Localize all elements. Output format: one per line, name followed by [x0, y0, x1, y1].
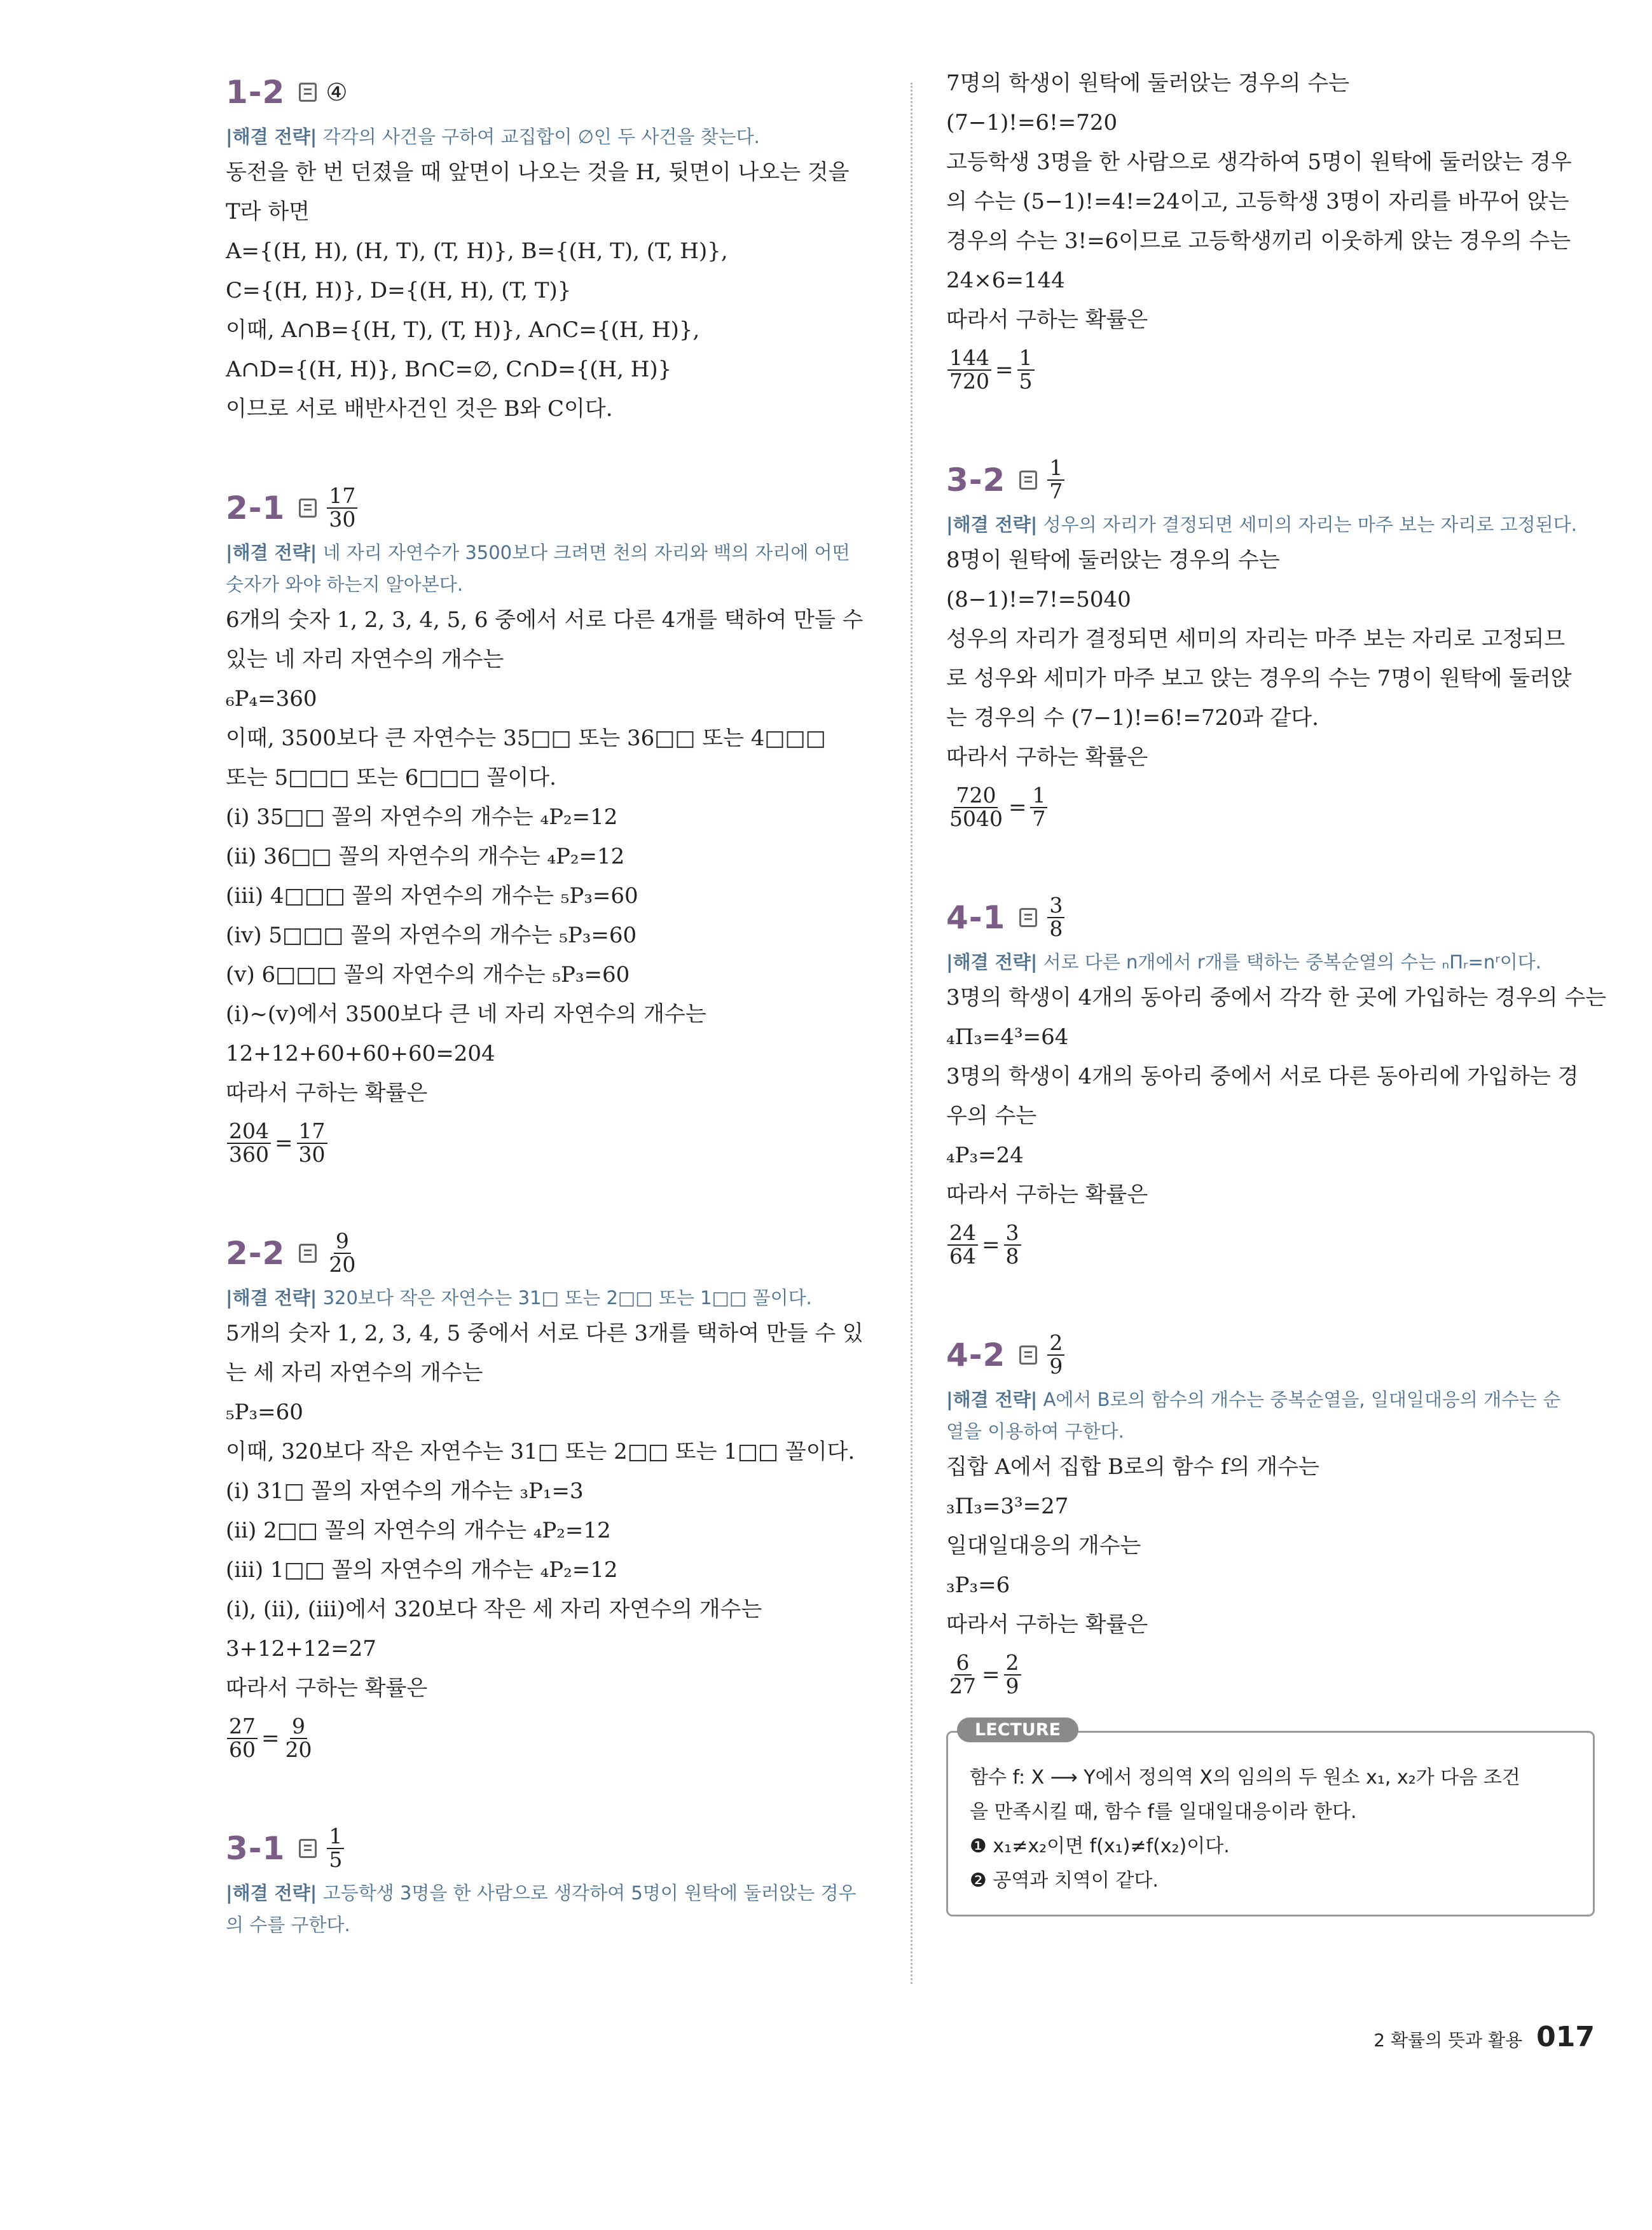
- solution-line: (ⅳ) 5□□□ 꼴의 자연수의 개수는 ₅P₃=60: [226, 923, 637, 948]
- problem-header: [946, 1326, 1595, 1384]
- chapter-title: 2 확률의 뜻과 활용: [1373, 2030, 1523, 2051]
- denominator: 20: [285, 1737, 312, 1762]
- solution-line: 3명의 학생이 4개의 동아리 중에서 서로 다른 동아리에 가입하는 경: [946, 1064, 1579, 1089]
- answer: [326, 78, 347, 106]
- numerator: 3: [1047, 895, 1064, 918]
- strategy-text: 320보다 작은 자연수는 31□ 또는 2□□ 또는 1□□ 꼴이다.: [322, 1287, 812, 1309]
- lecture-lines: [970, 1761, 1574, 1898]
- solution-line: 이므로 서로 배반사건인 것은 B와 C이다.: [226, 396, 613, 422]
- solution-line: 5개의 숫자 1, 2, 3, 4, 5 중에서 서로 다른 3개를 택하여 만들 수 있: [226, 1321, 864, 1346]
- solution-line: (7−1)!=6!=720: [946, 110, 1118, 135]
- section-gap: [226, 1174, 874, 1225]
- strategy-text: 고등학생 3명을 한 사람으로 생각하여 5명이 원탁에 둘러앉는 경우: [322, 1882, 857, 1904]
- numerator: 6: [954, 1652, 972, 1676]
- page-footer: [1373, 2021, 1595, 2053]
- answer-fraction: [327, 485, 357, 530]
- denominator: 360: [229, 1142, 269, 1167]
- denominator: 7: [1049, 479, 1063, 504]
- answer-icon: [1019, 471, 1037, 490]
- answer: [326, 1826, 345, 1871]
- denominator: 9: [1049, 1354, 1063, 1379]
- result-fraction-simplified: [297, 1120, 327, 1166]
- solution-line: 우의 수는: [946, 1103, 1037, 1129]
- solution-line: ₄Π₃=4³=64: [946, 1024, 1069, 1050]
- problem-header: [946, 451, 1595, 509]
- equals-sign: =: [261, 1726, 280, 1751]
- solution-line: 집합 A에서 집합 B로의 함수 f의 개수는: [946, 1454, 1319, 1480]
- strategy-text: 숫자가 와야 하는지 알아본다.: [226, 574, 464, 595]
- answer-fraction: [327, 1826, 344, 1871]
- solution-line: 는 세 자리 자연수의 개수는: [226, 1360, 483, 1386]
- section-gap: [226, 1769, 874, 1820]
- solution-strategy: [226, 1877, 874, 1909]
- solution-line: 또는 5□□□ 또는 6□□□ 꼴이다.: [226, 765, 556, 790]
- solution-line: 6개의 숫자 1, 2, 3, 4, 5, 6 중에서 서로 다른 4개를 택하여 만들 수: [226, 607, 864, 633]
- solution-line: ₅P₃=60: [226, 1400, 303, 1425]
- strategy-text: 각각의 사건을 구하여 교집합이 ∅인 두 사건을 찾는다.: [322, 126, 760, 148]
- solution-strategy: [946, 1384, 1595, 1415]
- denominator: 720: [949, 369, 989, 394]
- denominator: 5040: [949, 806, 1003, 831]
- denominator: 60: [229, 1737, 256, 1762]
- solution-line: ₄P₃=24: [946, 1143, 1024, 1168]
- solution-line: T라 하면: [226, 199, 310, 224]
- problem-number: 3-2: [946, 462, 1006, 499]
- result-equation: [226, 1113, 874, 1174]
- strategy-label: |해결 전략|: [946, 951, 1038, 973]
- right-problems: [946, 451, 1607, 1705]
- answer-fraction: [327, 1230, 357, 1276]
- solution-strategy: [226, 1909, 874, 1941]
- lecture-tag: LECTURE: [957, 1717, 1078, 1742]
- solution-line: (ⅴ) 6□□□ 꼴의 자연수의 개수는 ₅P₃=60: [226, 962, 630, 988]
- numerator: 204: [227, 1120, 271, 1144]
- result-fraction-simplified: [1004, 1652, 1021, 1697]
- result-fraction: [227, 1716, 258, 1761]
- equals-sign: =: [982, 1662, 1000, 1688]
- lecture-line: 함수 f: X ⟶ Y에서 정의역 X의 임의의 두 원소 x₁, x₂가 다음 조건: [970, 1766, 1520, 1789]
- solution-strategy: [226, 121, 874, 153]
- strategy-text: 의 수를 구한다.: [226, 1914, 350, 1936]
- continued-solution-3-1: [946, 64, 1595, 401]
- answer-value: ④: [326, 78, 348, 106]
- solution-line: 이때, 320보다 작은 자연수는 31□ 또는 2□□ 또는 1□□ 꼴이다.: [226, 1439, 855, 1464]
- right-column: [946, 64, 1607, 1917]
- problem-header: [226, 1820, 874, 1877]
- solution-line: 따라서 구하는 확률은: [946, 745, 1148, 770]
- numerator: 1: [1047, 457, 1064, 481]
- solution-line: (ⅱ) 2□□ 꼴의 자연수의 개수는 ₄P₂=12: [226, 1518, 611, 1543]
- strategy-text: 서로 다른 n개에서 r개를 택하는 중복순열의 수는 ₙΠᵣ=nʳ이다.: [1043, 951, 1541, 973]
- strategy-label: |해결 전략|: [946, 514, 1038, 535]
- solution-line: 3명의 학생이 4개의 동아리 중에서 각각 한 곳에 가입하는 경우의 수는: [946, 985, 1607, 1010]
- section-gap: [226, 429, 874, 479]
- numerator: 1: [1017, 347, 1035, 371]
- solution-line: 성우의 자리가 결정되면 세미의 자리는 마주 보는 자리로 고정되므: [946, 626, 1566, 652]
- answer-icon: [1019, 908, 1037, 927]
- solution-strategy: [946, 509, 1595, 540]
- result-fraction-simplified: [1004, 1222, 1021, 1267]
- result-fraction: [947, 785, 1005, 830]
- result-fraction-simplified: [1030, 785, 1047, 830]
- solution-strategy: [946, 1415, 1595, 1447]
- solution-line: 이때, A∩B={(H, T), (T, H)}, A∩C={(H, H)},: [226, 317, 700, 343]
- left-column: [226, 64, 874, 1941]
- answer-icon: [299, 499, 317, 518]
- solution-line: 따라서 구하는 확률은: [946, 307, 1148, 333]
- numerator: 24: [947, 1222, 978, 1246]
- strategy-text: A에서 B로의 함수의 개수는 중복순열을, 일대일대응의 개수는 순: [1043, 1389, 1561, 1410]
- lecture-line: 을 만족시킬 때, 함수 f를 일대일대응이라 한다.: [970, 1801, 1357, 1823]
- solution-line: 경우의 수는 3!=6이므로 고등학생끼리 이웃하게 앉는 경우의 수는: [946, 228, 1571, 254]
- result-equation: [946, 777, 1595, 838]
- solution-line: (ⅰ), (ⅱ), (ⅲ)에서 320보다 작은 세 자리 자연수의 개수는: [226, 1597, 762, 1622]
- problem-header: [226, 1225, 874, 1282]
- solution-line: 일대일대응의 개수는: [946, 1533, 1141, 1559]
- denominator: 9: [1005, 1674, 1019, 1698]
- solution-line: 8명이 원탁에 둘러앉는 경우의 수는: [946, 547, 1280, 573]
- answer: [326, 485, 359, 530]
- equals-sign: =: [1008, 795, 1027, 820]
- strategy-label: |해결 전략|: [226, 126, 317, 148]
- problem-number: 2-2: [226, 1235, 286, 1272]
- answer-icon: [299, 83, 317, 102]
- solution-line: 따라서 구하는 확률은: [946, 1182, 1148, 1208]
- answer: [326, 1230, 359, 1276]
- strategy-label: |해결 전략|: [226, 542, 317, 563]
- answer-icon: [299, 1839, 317, 1858]
- solution-line: (ⅰ) 35□□ 꼴의 자연수의 개수는 ₄P₂=12: [226, 804, 618, 830]
- solution-line: (ⅲ) 1□□ 꼴의 자연수의 개수는 ₄P₂=12: [226, 1557, 618, 1583]
- solution-line: A∩D={(H, H)}, B∩C=∅, C∩D={(H, H)}: [226, 357, 672, 382]
- solution-line: (ⅰ) 31□ 꼴의 자연수의 개수는 ₃P₁=3: [226, 1478, 584, 1504]
- numerator: 144: [947, 347, 991, 371]
- lecture-line: ❶ x₁≠x₂이면 f(x₁)≠f(x₂)이다.: [970, 1835, 1230, 1857]
- answer-fraction: [1047, 457, 1064, 502]
- page-number: 017: [1536, 2021, 1595, 2053]
- strategy-text: 네 자리 자연수가 3500보다 크려면 천의 자리와 백의 자리에 어떤: [322, 542, 850, 563]
- denominator: 8: [1005, 1244, 1019, 1269]
- strategy-text: 성우의 자리가 결정되면 세미의 자리는 마주 보는 자리로 고정된다.: [1043, 514, 1577, 535]
- numerator: 1: [1030, 785, 1047, 808]
- problem-number: 4-1: [946, 899, 1006, 936]
- denominator: 20: [329, 1252, 356, 1277]
- solution-line: 따라서 구하는 확률은: [226, 1676, 428, 1701]
- answer-icon: [299, 1244, 317, 1263]
- solution-line: A={(H, H), (H, T), (T, H)}, B={(H, T), (T, H)},: [226, 238, 728, 264]
- numerator: 2: [1004, 1652, 1021, 1676]
- solution-line: 로 성우와 세미가 마주 보고 앉는 경우의 수는 7명이 원탁에 둘러앉: [946, 666, 1572, 691]
- solution-line: (ⅰ)~(ⅴ)에서 3500보다 큰 네 자리 자연수의 개수는: [226, 1001, 706, 1027]
- numerator: 17: [297, 1120, 327, 1144]
- problem-3-2: [946, 451, 1595, 838]
- solution-line: 3+12+12=27: [226, 1636, 376, 1662]
- problem-1-2: [226, 64, 874, 429]
- result-fraction: [947, 1652, 978, 1697]
- denominator: 5: [329, 1847, 343, 1872]
- result-fraction-simplified: [1017, 347, 1035, 392]
- strategy-label: |해결 전략|: [946, 1389, 1038, 1410]
- problem-number: 3-1: [226, 1830, 286, 1867]
- solution-line: 이때, 3500보다 큰 자연수는 35□□ 또는 36□□ 또는 4□□□: [226, 726, 826, 751]
- numerator: 1: [327, 1826, 344, 1849]
- solution-line: ₆P₄=360: [226, 686, 317, 712]
- solution-line: C={(H, H)}, D={(H, H), (T, T)}: [226, 278, 572, 303]
- numerator: 3: [1004, 1222, 1021, 1246]
- solution-line: 있는 네 자리 자연수의 개수는: [226, 647, 504, 672]
- answer-icon: [1019, 1346, 1037, 1365]
- denominator: 30: [329, 507, 356, 532]
- problem-4-2: [946, 1326, 1595, 1705]
- problem-header: [226, 64, 874, 121]
- solution-line: ₃Π₃=3³=27: [946, 1494, 1069, 1519]
- strategy-label: |해결 전략|: [226, 1882, 317, 1904]
- denominator: 30: [298, 1142, 326, 1167]
- answer: [1046, 895, 1066, 940]
- problem-header: [946, 889, 1595, 946]
- answer-fraction: [1047, 895, 1064, 940]
- section-gap: [946, 1276, 1595, 1326]
- solution-line: 동전을 한 번 던졌을 때 앞면이 나오는 것을 H, 뒷면이 나오는 것을: [226, 160, 850, 185]
- answer: [1046, 1332, 1066, 1377]
- problem-3-1: [226, 1820, 874, 1941]
- solution-line: (ⅲ) 4□□□ 꼴의 자연수의 개수는 ₅P₃=60: [226, 883, 638, 909]
- answer: [1046, 457, 1066, 502]
- solution-line: 7명의 학생이 원탁에 둘러앉는 경우의 수는: [946, 71, 1350, 96]
- section-gap: [946, 838, 1595, 889]
- problem-2-2: [226, 1225, 874, 1769]
- numerator: 2: [1047, 1332, 1064, 1356]
- result-equation: [946, 1215, 1595, 1276]
- strategy-label: |해결 전략|: [226, 1287, 317, 1309]
- result-fraction: [947, 347, 991, 392]
- solution-strategy: [226, 1282, 874, 1314]
- solution-line: 12+12+60+60+60=204: [226, 1041, 495, 1066]
- solution-line: 는 경우의 수 (7−1)!=6!=720과 같다.: [946, 705, 1319, 731]
- problem-number: 1-2: [226, 74, 286, 111]
- strategy-text: 열을 이용하여 구한다.: [946, 1421, 1124, 1442]
- result-equation: [946, 1644, 1595, 1705]
- result-equation: [946, 340, 1595, 401]
- denominator: 8: [1049, 916, 1063, 941]
- solution-line: ₃P₃=6: [946, 1573, 1010, 1598]
- solution-line: 따라서 구하는 확률은: [226, 1080, 428, 1106]
- result-fraction: [947, 1222, 978, 1267]
- numerator: 9: [334, 1230, 351, 1254]
- answer-fraction: [1047, 1332, 1064, 1377]
- denominator: 5: [1019, 369, 1033, 394]
- result-fraction-simplified: [284, 1716, 314, 1761]
- numerator: 9: [290, 1716, 307, 1739]
- problem-header: [226, 479, 874, 537]
- solution-line: 의 수는 (5−1)!=4!=24이고, 고등학생 3명이 자리를 바꾸어 앉는: [946, 189, 1569, 214]
- lecture-line: ❷ 공역과 치역이 같다.: [970, 1869, 1159, 1892]
- equals-sign: =: [995, 357, 1014, 383]
- denominator: 64: [949, 1244, 976, 1269]
- equals-sign: =: [275, 1131, 293, 1156]
- lecture-box: [946, 1720, 1595, 1917]
- solution-strategy: [946, 946, 1595, 978]
- solution-line: (ⅱ) 36□□ 꼴의 자연수의 개수는 ₄P₂=12: [226, 844, 625, 869]
- numerator: 17: [327, 485, 357, 509]
- denominator: 27: [949, 1674, 976, 1698]
- numerator: 27: [227, 1716, 258, 1739]
- denominator: 7: [1032, 806, 1046, 831]
- equals-sign: =: [982, 1232, 1000, 1258]
- result-equation: [226, 1708, 874, 1769]
- problem-number: 4-2: [946, 1337, 1006, 1373]
- solution-line: 고등학생 3명을 한 사람으로 생각하여 5명이 원탁에 둘러앉는 경우: [946, 149, 1572, 175]
- numerator: 720: [954, 785, 998, 808]
- problem-4-1: [946, 889, 1607, 1276]
- problem-2-1: [226, 479, 874, 1174]
- column-divider: [911, 83, 912, 1984]
- solution-line: 24×6=144: [946, 268, 1065, 293]
- result-fraction: [227, 1120, 271, 1166]
- solution-line: (8−1)!=7!=5040: [946, 587, 1131, 612]
- solution-line: 따라서 구하는 확률은: [946, 1612, 1148, 1637]
- solution-strategy: [226, 537, 874, 568]
- problem-number: 2-1: [226, 490, 286, 527]
- solution-strategy: [226, 568, 874, 600]
